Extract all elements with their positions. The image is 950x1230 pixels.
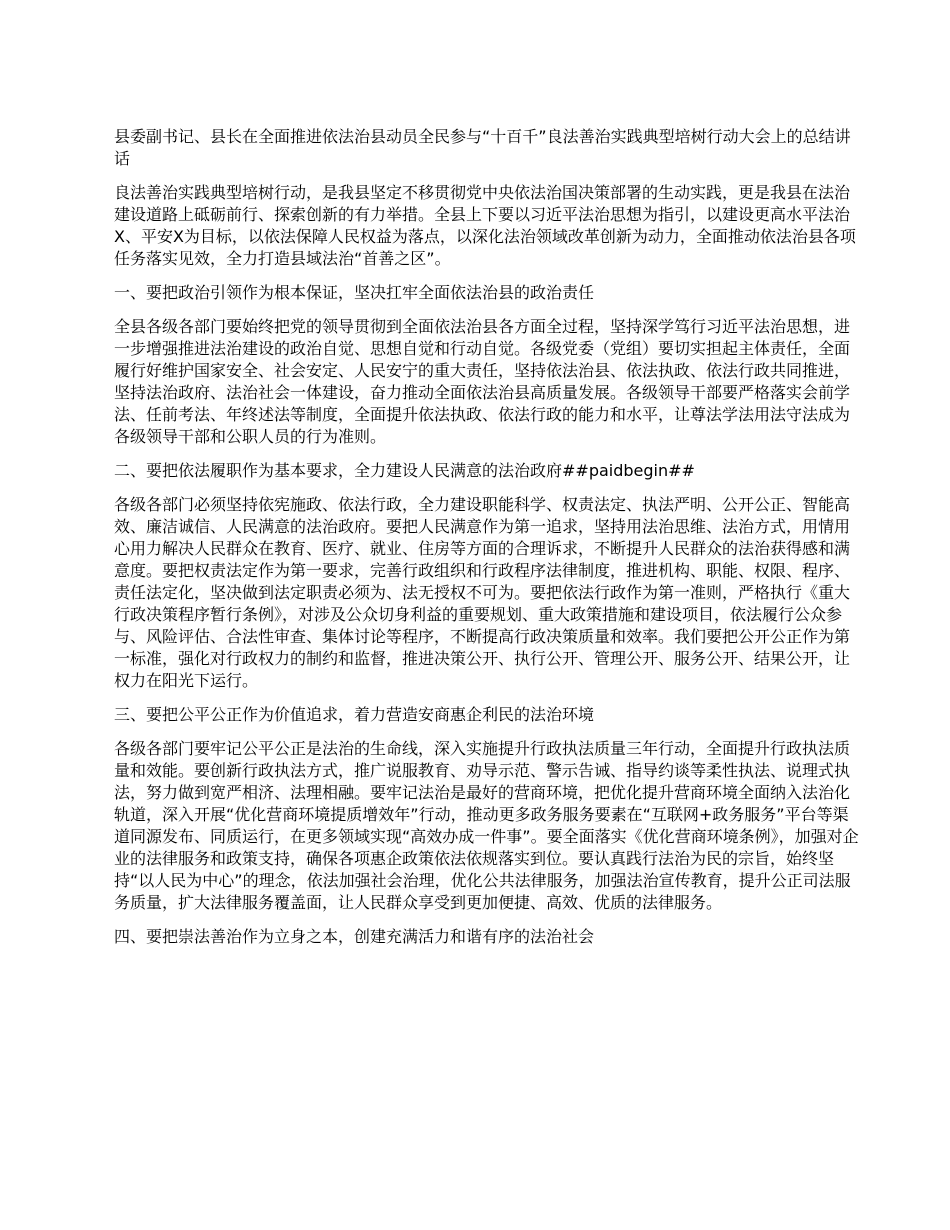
intro-paragraph: 良法善治实践典型培树行动，是我县坚定不移贯彻党中央依法治国决策部署的生动实践，更是我县在法治建设道路上砥砺前行、探索创新的有力举措。全县上下要以习近平法治思想为指引，以建设更高水平法治X、平安X为目标，以依法保障人民权益为落点，以深化法治领域改革创新为动力，全面推动依法治县各项任务落实见效，全力打造县域法治“首善之区”。 <box>114 183 856 268</box>
section-1-heading: 一、要把政治引领作为根本保证，坚决扛牢全面依法治县的政治责任 <box>114 283 595 302</box>
section-1-body: 全县各级各部门要始终把党的领导贯彻到全面依法治县各方面全过程，坚持深学笃行习近平法治思想，进一步增强推进法治建设的政治自觉、思想自觉和行动自觉。各级党委（党组）要切实担起主体责任，全面履行好维护国家安全、社会安定、人民安宁的重大责任，坚持依法治县、依法执政、依法行政共同推进，坚持法治政府、法治社会一体建设，奋力推动全面依法治县高质量发展。各级领导干部要严格落实会前学法、任前考法、年终述法等制度，全面提升依法执政、依法行政的能力和水平，让尊法学法用法守法成为各级领导干部和公职人员的行为准则。 <box>114 317 851 446</box>
section-4-heading: 四、要把崇法善治作为立身之本，创建充满活力和谐有序的法治社会 <box>114 927 595 946</box>
section-3-body: 各级各部门要牢记公平公正是法治的生命线，深入实施提升行政执法质量三年行动，全面提升行政执法质量和效能。要创新行政执法方式，推广说服教育、劝导示范、警示告诫、指导约谈等柔性执法、说理式执法，努力做到宽严相济、法理相融。要牢记法治是最好的营商环境，把优化提升营商环境全面纳入法治化轨道，深入开展“优化营商环境提质增效年”行动，推动更多政务服务要素在“互联网+政务服务”平台等渠道同源发布、同质运行，在更多领域实现“高效办成一件事”。要全面落实《优化营商环境条例》，加强对企业的法律服务和政策支持，确保各项惠企政策依法依规落实到位。要认真践行法治为民的宗旨，始终坚持“以人民为中心”的理念，依法加强社会治理，优化公共法律服务，加强法治宣传教育，提升公正司法服务质量，扩大法律服务覆盖面，让人民群众享受到更加便捷、高效、优质的法律服务。 <box>114 739 859 912</box>
section-3-heading: 三、要把公平公正作为价值追求，着力营造安商惠企利民的法治环境 <box>114 705 595 724</box>
section-2-body: 各级各部门必须坚持依宪施政、依法行政，全力建设职能科学、权责法定、执法严明、公开公正、智能高效、廉洁诚信、人民满意的法治政府。要把人民满意作为第一追求，坚持用法治思维、法治方式，用情用心用力解决人民群众在教育、医疗、就业、住房等方面的合理诉求，不断提升人民群众的法治获得感和满意度。要把权责法定作为第一要求，完善行政组织和行政程序法律制度，推进机构、职能、权限、程序、责任法定化，坚决做到法定职责必须为、法无授权不可为。要把依法行政作为第一准则，严格执行《重大行政决策程序暂行条例》，对涉及公众切身利益的重要规划、重大政策措施和建设项目，依法履行公众参与、风险评估、合法性审查、集体讨论等程序，不断提高行政决策质量和效率。我们要把公开公正作为第一标准，强化对行政权力的制约和监督，推进决策公开、执行公开、管理公开、服务公开、结果公开，让权力在阳光下运行。 <box>114 495 851 690</box>
document-title: 县委副书记、县长在全面推进依法治县动员全民参与“十百千”良法善治实践典型培树行动大会上的总结讲话 <box>114 127 851 168</box>
section-2-heading: 二、要把依法履职作为基本要求，全力建设人民满意的法治政府##paidbegin## <box>114 461 695 480</box>
